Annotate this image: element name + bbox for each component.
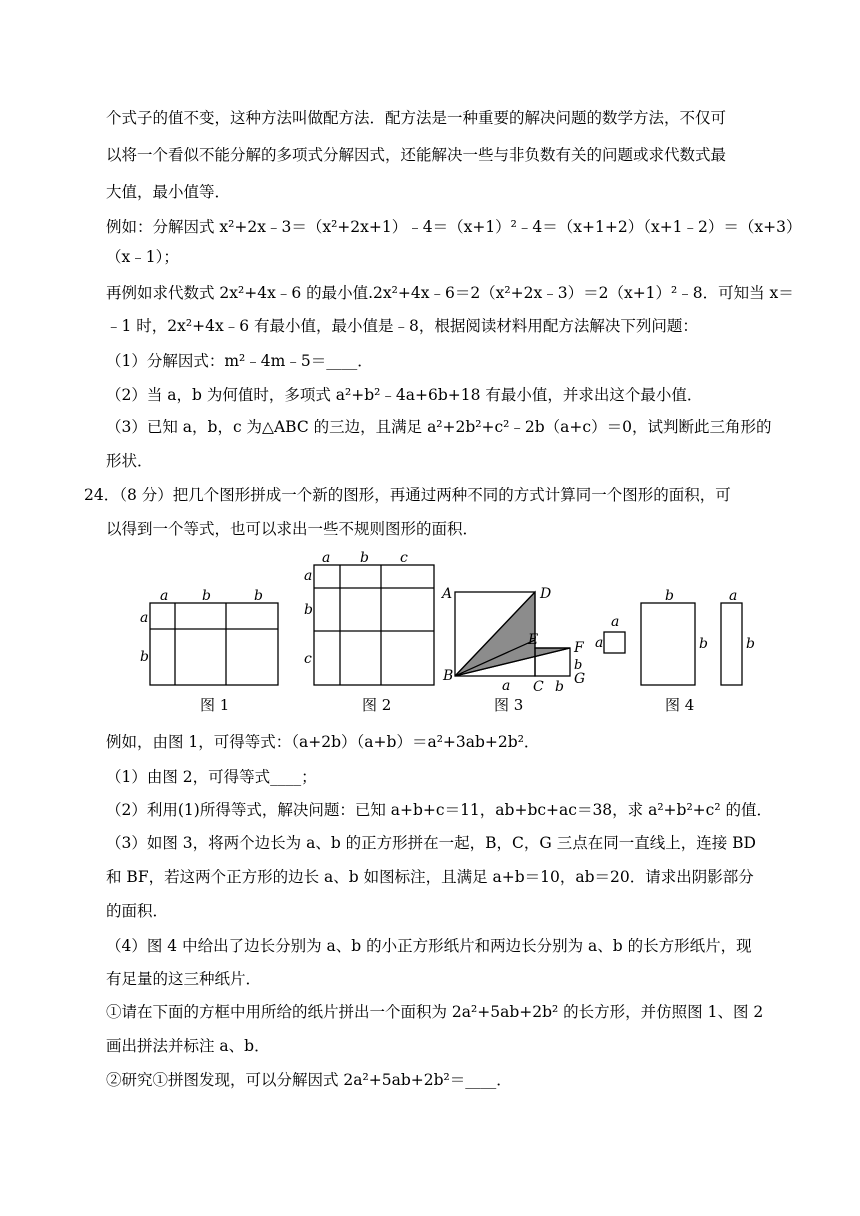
- fig3-label-D: D: [540, 586, 552, 602]
- question-23-1: （1）分解因式：m²﹣4m﹣5＝____．: [106, 352, 373, 370]
- fig4-big-label-b-top: b: [665, 588, 674, 604]
- fig2-label-c: c: [400, 550, 408, 566]
- fig1-label-a-left: a: [140, 610, 149, 626]
- question-24-4-part1-cont: 画出拼法并标注 a、b．: [106, 1037, 270, 1055]
- fig2-label-c-left: c: [304, 651, 312, 667]
- example-figure-1: 例如，由图 1，可得等式：（a+2b）（a+b）＝a²+3ab+2b²．: [106, 733, 540, 751]
- fig3-label-b-bottom: b: [555, 679, 564, 695]
- question-24-2: （2）利用(1)所得等式，解决问题：已知 a+b+c＝11，ab+bc+ac＝38，求 a²+b²+c² 的值．: [106, 801, 772, 819]
- question-24-3: （3）如图 3，将两个边长为 a、b 的正方形拼在一起，B，C，G 三点在同一直线上，连接 BD: [106, 834, 756, 852]
- question-23-3: （3）已知 a，b，c 为△ABC 的三边，且满足 a²+2b²+c²﹣2b（a+c）＝0，试判断此三角形的: [106, 418, 772, 436]
- caption-figure-4: 图 4: [665, 696, 695, 714]
- question-24-3-cont2: 的面积．: [106, 902, 169, 920]
- question-24-1: （1）由图 2，可得等式____；: [106, 768, 317, 786]
- question-24-3-cont: 和 BF，若这两个正方形的边长 a、b 如图标注，且满足 a+b＝10，ab＝20．请求出阴影部分: [106, 868, 754, 886]
- example-factor-line-cont: （x﹣1）；: [106, 248, 179, 266]
- question-23-3-cont: 形状．: [106, 452, 153, 470]
- question-24-4: （4）图 4 中给出了边长分别为 a、b 的小正方形纸片和两边长分别为 a、b 的长方形纸片，现: [106, 937, 752, 955]
- caption-figure-3: 图 3: [494, 696, 524, 714]
- figure-3: [455, 592, 570, 676]
- question-24-title: 24．（8 分）把几个图形拼成一个新的图形，再通过两种不同的方式计算同一个图形的面积，可: [84, 486, 731, 504]
- example-min-line-cont: ﹣1 时，2x²+4x﹣6 有最小值，最小值是﹣8，根据阅读材料用配方法解决下列问题：: [106, 317, 698, 335]
- fig2-label-a-left: a: [304, 568, 313, 584]
- fig4-rect-label-a: a: [729, 588, 738, 604]
- fig1-label-b1: b: [202, 588, 211, 604]
- question-24-title-cont: 以得到一个等式，也可以求出一些不规则图形的面积．: [106, 520, 479, 538]
- text-line: 大值，最小值等．: [106, 183, 231, 201]
- figure-1: [150, 603, 278, 685]
- fig3-label-b-right: b: [574, 658, 583, 673]
- fig3-label-G: G: [574, 671, 586, 687]
- figure-4: [604, 603, 742, 685]
- caption-figure-1: 图 1: [200, 696, 230, 714]
- fig4-big-label-b-right: b: [699, 636, 708, 652]
- example-factor-line: 例如：分解因式 x²+2x﹣3＝（x²+2x+1）﹣4＝（x+1）²﹣4＝（x+1+2）（x+1﹣2）＝（x+3）: [106, 218, 802, 236]
- fig3-label-E: E: [528, 632, 539, 648]
- fig3-label-a-bottom: a: [502, 678, 511, 694]
- fig2-label-b-left: b: [304, 602, 313, 618]
- fig3-label-F: F: [574, 640, 584, 656]
- text-line: 个式子的值不变，这种方法叫做配方法．配方法是一种重要的解决问题的数学方法，不仅可: [106, 109, 727, 127]
- caption-figure-2: 图 2: [362, 696, 392, 714]
- figures-area: [0, 548, 860, 723]
- fig2-label-a: a: [322, 550, 331, 566]
- fig2-label-b: b: [360, 550, 369, 566]
- fig4-small-label-a: a: [611, 614, 620, 630]
- fig1-label-a: a: [160, 588, 169, 604]
- question-24-4-part2: ②研究①拼图发现，可以分解因式 2a²+5ab+2b²＝____．: [106, 1071, 512, 1089]
- fig4-rect-label-b: b: [746, 636, 755, 652]
- fig4-small-label-a-left: a: [595, 635, 604, 651]
- fig1-label-b-left: b: [140, 649, 149, 665]
- figure-2: [314, 565, 434, 685]
- question-23-2: （2）当 a，b 为何值时，多项式 a²+b²﹣4a+6b+18 有最小值，并求出这个最小值．: [106, 386, 703, 404]
- fig3-label-A: A: [442, 586, 453, 602]
- fig1-label-b2: b: [254, 588, 263, 604]
- question-24-4-cont: 有足量的这三种纸片．: [106, 970, 262, 988]
- fig3-label-B: B: [443, 668, 454, 684]
- question-24-4-part1: ①请在下面的方框中用所给的纸片拼出一个面积为 2a²+5ab+2b² 的长方形，并仿照图 1、图 2: [106, 1003, 764, 1021]
- fig3-label-C: C: [533, 679, 544, 695]
- example-min-line: 再例如求代数式 2x²+4x﹣6 的最小值.2x²+4x﹣6＝2（x²+2x﹣3）＝2（x+1）²﹣8．可知当 x＝: [106, 284, 794, 302]
- text-line: 以将一个看似不能分解的多项式分解因式，还能解决一些与非负数有关的问题或求代数式最: [106, 146, 727, 164]
